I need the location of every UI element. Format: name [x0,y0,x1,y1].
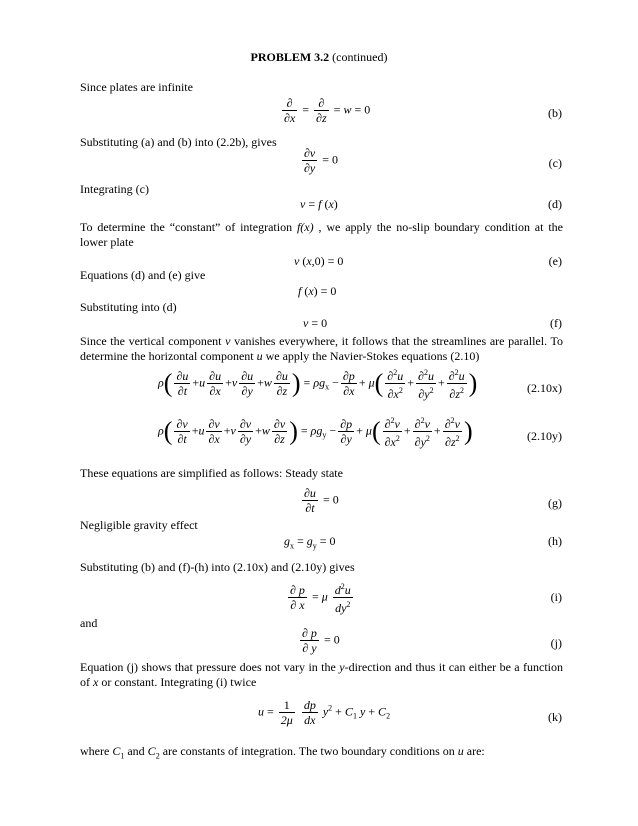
equation-k: u = $\frac{1}{2\mu}$ $\frac{dp}{dx}$ $y^2 + C_1$ $y + C_2$ [258,698,391,727]
label-e: (e) [548,254,562,268]
text-equations-d-e: Equations (d) and (e) give [80,268,206,282]
label-d: (d) [548,197,562,211]
text-substituting-b-f-h: Substituting (b) and (f)-(h) into (2.10x) and (2.10y) gives [80,560,355,574]
text-substituting-a-b: Substituting (a) and (b) into (2.2b), gives [80,135,277,149]
label-i: (i) [550,590,562,604]
label-h: (h) [548,534,562,548]
label-c: (c) [548,156,562,170]
text-streamlines-parallel: Since the vertical component v vanishes everywhere, it follows that the streamlines are parallel. To determine the horizontal component u we apply the Navier-Stokes equations (2.10) [80,334,563,363]
equation-fx-zero: f (x) = 0 [298,284,337,298]
equation-c: $\frac{\partial v}{\partial y}$ = 0 [304,146,339,175]
text-steady-state: These equations are simplified as follows: Steady state [80,466,343,480]
equation-d: v = f (x) [300,197,338,211]
label-2-10x: (2.10x) [527,381,562,395]
equation-i: $\frac{\partial p}{\partial x}$ = μ $\frac{d^2u}{dy^2}$ [290,582,351,615]
equation-e: v (x,0) = 0 [294,254,344,268]
equation-h: $g_x = g_y = 0$ [284,534,336,551]
equation-g: $\frac{\partial u}{\partial t}$ = 0 [304,486,339,515]
title-continued: (continued) [329,50,388,64]
text-integrating-c: Integrating (c) [80,182,149,196]
equation-f: v = 0 [303,316,328,330]
text-equation-j-shows: Equation (j) shows that pressure does not vary in the y-direction and thus it can either be a function of x or constant. Integrating (i) twice [80,660,564,689]
label-b: (b) [548,106,562,120]
label-f: (f) [550,316,562,330]
text-constants-of-integration: where $C_1$ and $C_2$ are constants of integration. The two boundary conditions on u are: [80,744,485,761]
label-j: (j) [550,636,562,650]
equation-2-10y: ρ( $\frac{\partial v}{\partial t}$ +u $\frac{\partial v}{\partial x}$ +v $\frac{\partial v}{\partial y}$ +w $\frac{\partial v}{\partial z}$ ) = $\rho g_y$ − $\frac{\partial p}{\partial y}$ + μ( $\frac{\partial^2v}{\partial x^2}$ + $\frac{\partial^2v}{\partial y^2}$ + $\frac{\partial^2v}{\partial z^2}$ ) [158,416,473,449]
text-plates-infinite: Since plates are infinite [80,80,193,94]
label-2-10y: (2.10y) [527,429,562,443]
text-no-slip: To determine the “constant” of integration f(x) , we apply the no-slip boundary condition at the lower plate [80,220,563,249]
text-and: and [80,616,98,630]
title-problem: PROBLEM 3.2 [250,50,330,64]
equation-2-10x: ρ( $\frac{\partial u}{\partial t}$ +u $\frac{\partial u}{\partial x}$ +v $\frac{\partial u}{\partial y}$ +w $\frac{\partial u}{\partial z}$ ) = $\rho g_x$ − $\frac{\partial p}{\partial x}$ + μ( $\frac{\partial^2u}{\partial x^2}$ + $\frac{\partial^2u}{\partial y^2}$ + $\frac{\partial^2u}{\partial z^2}$ ) [158,368,478,401]
label-k: (k) [548,710,562,724]
label-g: (g) [548,496,562,510]
equation-j: $\frac{\partial p}{\partial y}$ = 0 [302,626,340,655]
text-negligible-gravity: Negligible gravity effect [80,518,198,532]
equation-b: $\frac{\partial}{\partial x}$ = $\frac{\partial}{\partial z}$ = w = 0 [284,96,371,125]
page-title [0,50,638,65]
text-substituting-d: Substituting into (d) [80,300,177,314]
